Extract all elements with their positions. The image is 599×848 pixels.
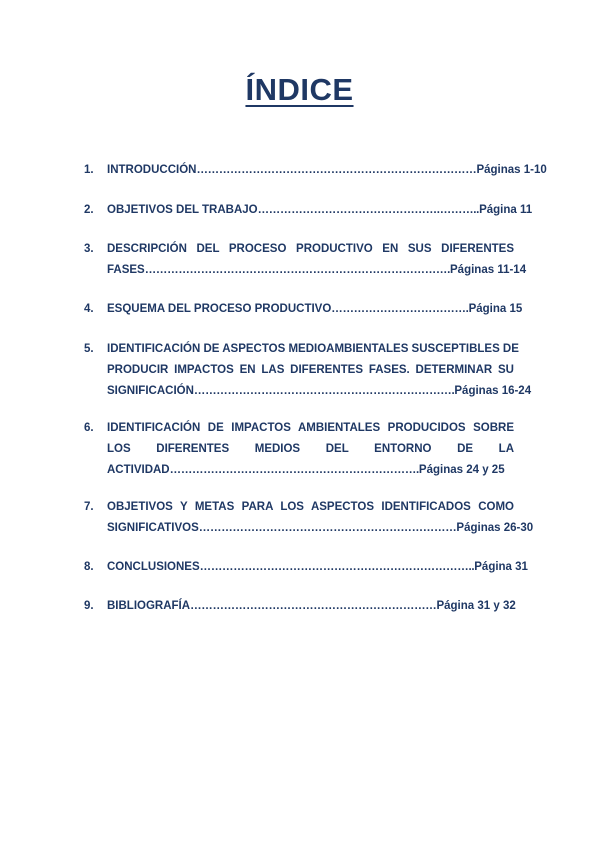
toc-title-line: LOS DIFERENTES MEDIOS DEL ENTORNO DE LA [107,443,514,455]
toc-leader-dots: ……………………………………………………………….. [199,561,475,573]
toc-leader-dots: ……………………………………………………………. [193,385,455,397]
toc-number: 3. [84,243,94,255]
toc-title-line: PRODUCIR IMPACTOS EN LAS DIFERENTES FASES. DETERMINAR SU [107,364,514,376]
toc-title: ESQUEMA DEL PROCESO PRODUCTIVO [107,303,332,315]
toc-leader-dots: ………………………………………………………… [190,600,437,612]
toc-leader-dots: ………………………………………………………………… [196,164,477,176]
toc-title-line: IDENTIFICACIÓN DE ASPECTOS MEDIOAMBIENTALES SUSCEPTIBLES DE [107,343,519,355]
toc-page: Página 31 [474,561,528,573]
toc-number: 8. [84,561,94,573]
toc-title: BIBLIOGRAFÍA [107,600,191,612]
toc-page: Página 31 y 32 [436,600,516,612]
toc-leader-dots: ………………………………. [331,303,469,315]
toc-title: OBJETIVOS DEL TRABAJO [107,204,258,216]
toc-number: 5. [84,343,94,355]
toc-title: ACTIVIDAD [107,464,170,476]
toc-page: Páginas 1-10 [476,164,547,176]
toc-title-line: DESCRIPCIÓN DEL PROCESO PRODUCTIVO EN SUS DIFERENTES [107,243,514,255]
toc-title: SIGNIFICATIVOS [107,522,199,534]
toc-page: Páginas 26-30 [456,522,534,534]
toc-page: Páginas 24 y 25 [418,464,505,476]
toc-leader-dots: ………………………………………………………………………. [144,264,451,276]
page-title: ÍNDICE [245,72,354,107]
toc-title: CONCLUSIONES [107,561,200,573]
toc-page: Página 11 [479,204,533,216]
toc-title: FASES [107,264,145,276]
toc-number: 4. [84,303,94,315]
toc-title: INTRODUCCIÓN [107,164,197,176]
toc-number: 7. [84,501,94,513]
toc-number: 1. [84,164,94,176]
toc-number: 6. [84,422,94,434]
toc-title-line: OBJETIVOS Y METAS PARA LOS ASPECTOS IDENTIFICADOS COMO [107,501,514,513]
toc-title-line: IDENTIFICACIÓN DE IMPACTOS AMBIENTALES PRODUCIDOS SOBRE [107,422,514,434]
toc-leader-dots: ………………………………………….……….. [257,204,480,216]
toc-page: Página 15 [468,303,523,315]
toc-page: Páginas 16-24 [454,385,532,397]
toc-number: 9. [84,600,94,612]
toc-title: SIGNIFICACIÓN [107,385,194,397]
toc-number: 2. [84,204,94,216]
toc-page: Páginas 11-14 [450,264,527,276]
toc-leader-dots: …………………………………………………………… [198,522,457,534]
toc-leader-dots: …………………………………………………………. [169,464,419,476]
